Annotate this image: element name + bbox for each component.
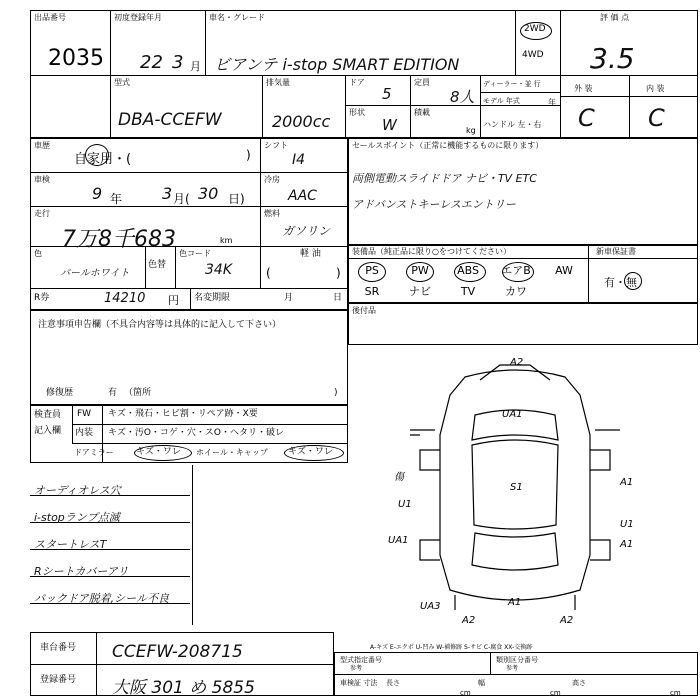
handle-label: ハンドル 左・右 bbox=[483, 120, 542, 129]
equip-airbag: エアB bbox=[501, 264, 531, 277]
sales-points-label: セールスポイント（正常に機能するものに限ります） bbox=[352, 141, 544, 150]
cc-label: 排気量 bbox=[266, 78, 290, 87]
mark-ua1-left: UA1 bbox=[388, 535, 409, 546]
equip-leather: カワ bbox=[505, 285, 527, 298]
color-code-label: 色コード bbox=[179, 249, 211, 258]
post-install-frame bbox=[348, 303, 698, 345]
sales-line-1: 両側電動スライドドア ナビ・TV ETC bbox=[352, 172, 537, 185]
model-year-label: モデル 年式 bbox=[483, 97, 520, 105]
equip-tv: TV bbox=[460, 285, 476, 298]
mirror-label: ドアミラー bbox=[74, 448, 114, 457]
history-value: 自家用・( bbox=[74, 152, 132, 167]
repair-label: 修復歴 bbox=[46, 388, 74, 398]
score-value: 3.5 bbox=[590, 42, 635, 75]
chassis-value: CCEFW-208715 bbox=[112, 642, 243, 662]
shape-label: 形状 bbox=[349, 108, 365, 117]
doors-label: ドア bbox=[349, 78, 365, 87]
recycle-unit: 円 bbox=[168, 294, 179, 307]
color-value: パールホワイト bbox=[60, 268, 130, 279]
equip-ps-circle bbox=[358, 262, 386, 282]
mark-a2-rear-right: A2 bbox=[560, 615, 574, 625]
first-reg-unit: 月 bbox=[190, 60, 201, 73]
sales-frame bbox=[348, 138, 698, 245]
car-size-label: 車検証 寸法 bbox=[340, 679, 378, 687]
name-change-day: 日 bbox=[333, 293, 343, 303]
model-label: 車名・グレード bbox=[209, 13, 265, 22]
first-reg-label: 初度登録年月 bbox=[114, 13, 162, 22]
cm-2: cm bbox=[550, 689, 561, 697]
type-label: 型式 bbox=[114, 78, 130, 87]
legend-text: A-キズ E-エクボ U-凹み W-補修跡 S-サビ C-腐食 XX-交換跡 bbox=[370, 644, 533, 651]
interior-grade: C bbox=[648, 104, 665, 132]
note-2: i-stopランプ点滅 bbox=[34, 511, 120, 524]
class-ref: 参考 bbox=[506, 665, 519, 672]
first-reg-month: 3 bbox=[172, 52, 184, 73]
car-diagram bbox=[380, 355, 650, 625]
inspection-month-unit: 月( bbox=[173, 192, 190, 206]
chassis-label: 車台番号 bbox=[40, 643, 77, 653]
inspection-year-unit: 年 bbox=[110, 192, 123, 206]
mark-ua1-top: UA1 bbox=[502, 409, 523, 420]
repair-location: （箇所 bbox=[124, 388, 152, 398]
sales-line-2: アドバンストキーレスエントリー bbox=[352, 198, 516, 211]
model-name: ビアンテ i-stop SMART EDITION bbox=[214, 55, 460, 74]
private-use-circle bbox=[85, 144, 109, 166]
lot-label: 出品番号 bbox=[34, 13, 66, 22]
capacity-label: 定員 bbox=[414, 78, 430, 87]
length-label: 長さ bbox=[386, 679, 400, 687]
mark-a2-rear-left: A2 bbox=[462, 615, 476, 625]
note-4: Rシートカバーアリ bbox=[34, 565, 129, 578]
mark-s1: S1 bbox=[510, 482, 523, 493]
equip-abs-circle bbox=[454, 262, 486, 282]
cm-3: cm bbox=[670, 689, 681, 697]
equip-aw: AW bbox=[555, 264, 573, 277]
mark-u1-right: U1 bbox=[620, 519, 634, 530]
registration-value: 大阪 301 め 5855 bbox=[112, 678, 255, 698]
equip-pw-circle bbox=[406, 262, 434, 282]
shift-label: シフト bbox=[264, 141, 288, 150]
inspection-year: 9 bbox=[92, 184, 103, 203]
inspection-day: 30 bbox=[198, 184, 219, 203]
inspector-label-2: 記入欄 bbox=[34, 426, 62, 436]
mark-u1-left: U1 bbox=[398, 499, 412, 510]
inspector-label-1: 検査員 bbox=[34, 410, 62, 420]
capacity-value: 8人 bbox=[450, 88, 475, 106]
inspection-label: 車検 bbox=[34, 175, 50, 184]
name-change-month: 月 bbox=[284, 293, 294, 303]
width-label: 幅 bbox=[478, 679, 485, 687]
model-year-unit: 年 bbox=[548, 98, 556, 107]
recycle-value: 14210 bbox=[104, 291, 146, 306]
interior-text: キズ・汚O・コゲ・穴・スO・ヘタリ・破レ bbox=[108, 428, 284, 438]
equip-pw: PW bbox=[411, 264, 429, 277]
equip-abs: ABS bbox=[457, 264, 479, 277]
exterior-label: 外 装 bbox=[574, 84, 593, 93]
warranty-circle bbox=[624, 272, 642, 290]
color-code-value: 34K bbox=[205, 262, 232, 278]
cert-ref: 参考 bbox=[350, 665, 363, 672]
note-3: スタートレスT bbox=[34, 538, 107, 551]
notes-label: 注意事項申告欄（不具合内容等は具体的に記入して下さい） bbox=[38, 320, 282, 330]
recycle-label: R券 bbox=[34, 293, 50, 303]
equip-ps: PS bbox=[365, 264, 379, 277]
note-1: オーディオレス穴 bbox=[34, 484, 121, 497]
mark-a1-lower: A1 bbox=[620, 539, 634, 550]
fuel-paren-open: ( bbox=[266, 266, 271, 280]
equip-airbag-circle bbox=[502, 262, 534, 282]
ac-label: 冷房 bbox=[264, 175, 280, 184]
mark-a1-right: A1 bbox=[620, 477, 634, 488]
first-reg-year: 22 bbox=[140, 52, 163, 73]
cc-value: 2000cc bbox=[272, 112, 331, 131]
mileage-value: 7万8千683 bbox=[62, 227, 176, 252]
shape-value: W bbox=[382, 116, 397, 134]
equipment-label: 装備品（純正品に限り○をつけてください） bbox=[352, 247, 511, 256]
mirror-text: キズ・ワレ bbox=[136, 447, 181, 457]
interior-label: 内装 bbox=[75, 428, 94, 438]
score-label: 評 価 点 bbox=[600, 13, 630, 22]
wheel-label: ホイール・キャップ bbox=[196, 448, 268, 457]
repair-value: 有 bbox=[108, 388, 118, 398]
diesel-label: 軽 油 bbox=[300, 249, 321, 259]
lot-number: 2035 bbox=[48, 46, 104, 71]
cm-1: cm bbox=[460, 689, 471, 697]
mark-a1-rear: A1 bbox=[508, 597, 522, 608]
shift-value: I4 bbox=[292, 152, 306, 168]
post-install-label: 後付品 bbox=[352, 306, 376, 315]
fuel-value: ガソリン bbox=[282, 224, 331, 238]
registration-label: 登録番号 bbox=[40, 675, 77, 685]
mark-a2-top: A2 bbox=[510, 357, 524, 368]
history-label: 車歴 bbox=[34, 141, 50, 150]
history-close: ) bbox=[246, 148, 251, 162]
type-value: DBA-CCEFW bbox=[118, 110, 222, 130]
warranty-value: 有・無 bbox=[604, 276, 637, 289]
color-label: 色 bbox=[34, 249, 42, 258]
class-label: 類別区分番号 bbox=[496, 656, 538, 664]
ac-value: AAC bbox=[288, 188, 317, 204]
name-change-label: 名変期限 bbox=[194, 293, 231, 303]
fuel-label: 燃料 bbox=[264, 209, 280, 218]
inspection-month: 3 bbox=[162, 184, 173, 203]
drive-2wd: 2WD bbox=[524, 24, 546, 34]
doors-value: 5 bbox=[382, 85, 392, 103]
wheel-circle bbox=[284, 445, 344, 461]
mirror-circle bbox=[134, 445, 192, 461]
repaint-label: 色替 bbox=[148, 260, 167, 270]
fw-text: キズ・飛石・ヒビ割・リペア跡・X要 bbox=[108, 409, 258, 419]
fuel-paren-close: ) bbox=[336, 266, 341, 280]
height-label: 高さ bbox=[572, 679, 586, 687]
dealer-label: ディーラー・並 行 bbox=[483, 80, 541, 88]
repair-close: ) bbox=[334, 388, 338, 398]
mileage-label: 走行 bbox=[34, 209, 50, 218]
cert-label: 型式指定番号 bbox=[340, 656, 382, 664]
wheel-text: キズ・ワレ bbox=[288, 447, 333, 457]
note-5: バックドア脱着,シール不良 bbox=[34, 592, 169, 605]
mileage-unit: km bbox=[220, 236, 233, 245]
mark-ua3-rear: UA3 bbox=[420, 601, 441, 612]
equip-sr: SR bbox=[364, 285, 380, 298]
equip-navi: ナビ bbox=[409, 285, 431, 298]
load-unit: kg bbox=[466, 126, 476, 135]
load-label: 積載 bbox=[414, 108, 430, 117]
warranty-label: 新車保証書 bbox=[596, 247, 636, 256]
interior-label: 内 装 bbox=[646, 84, 665, 93]
drive-4wd: 4WD bbox=[522, 50, 544, 60]
exterior-grade: C bbox=[578, 104, 595, 132]
fw-label: FW bbox=[77, 409, 92, 419]
inspection-day-unit: 日) bbox=[228, 192, 245, 206]
mark-scratch-left: 傷 bbox=[394, 472, 404, 483]
